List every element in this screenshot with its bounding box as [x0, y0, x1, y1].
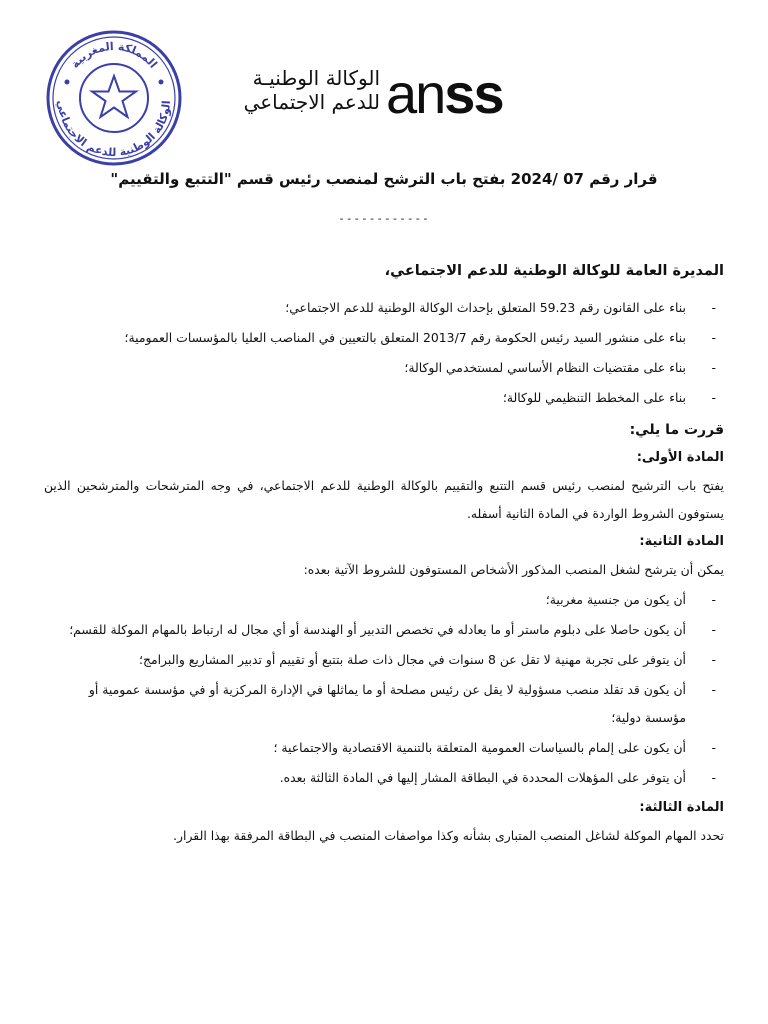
- decided-heading: قررت ما يلي:: [629, 422, 724, 438]
- agency-seal: [44, 28, 184, 168]
- article-1-text: يفتح باب الترشيح لمنصب رئيس قسم التتبع والتقييم بالوكالة الوطنية للدعم الاجتماعي، في وجه المترشحات والمترشحين الذين يستوفون الشروط الواردة في المادة الثانية أسفله.: [44, 478, 724, 521]
- agency-name-line2: للدعم الاجتماعي: [243, 90, 380, 114]
- logo-part-an: an: [386, 62, 445, 125]
- issuer-heading: المديرة العامة للوكالة الوطنية للدعم الاجتماعي،: [384, 263, 724, 279]
- article-3-text: تحدد المهام الموكلة لشاغل المنصب المتبارى بشأنه وكذا مواصفات المنصب في البطاقة المرفقة بهذا القرار.: [173, 828, 724, 843]
- consideration-item: - بناء على منشور السيد رئيس الحكومة رقم 2013/7 المتعلق بالتعيين في المناصب العليا بالمؤسسات العمومية؛: [44, 324, 724, 352]
- condition-item: - أن يكون حاصلا على دبلوم ماستر أو ما يعادله في تخصص التدبير أو الهندسة أو أي مجال له ارتباط بالمهام الموكلة للقسم؛: [44, 616, 724, 644]
- consideration-item: - بناء على القانون رقم 59.23 المتعلق بإحداث الوكالة الوطنية للدعم الاجتماعي؛: [44, 294, 724, 322]
- logo-part-ss: ss: [444, 62, 503, 125]
- agency-name: [222, 66, 380, 114]
- consideration-item: - بناء على المخطط التنظيمي للوكالة؛: [44, 384, 724, 412]
- article-1-heading: المادة الأولى:: [636, 450, 724, 465]
- article-2-heading: المادة الثانية:: [639, 534, 724, 549]
- considerations-list: [44, 294, 724, 412]
- condition-item: - أن يتوفر على المؤهلات المحددة في البطاقة المشار إليها في المادة الثالثة بعده.: [44, 764, 724, 792]
- condition-item: - أن يكون من جنسية مغربية؛: [44, 586, 724, 614]
- star-icon: [92, 76, 136, 117]
- article-3-heading: المادة الثالثة:: [639, 800, 724, 815]
- agency-name-line1: الوكالة الوطنيـة: [252, 66, 380, 90]
- conditions-list: [44, 586, 724, 792]
- consideration-item: - بناء على مقتضيات النظام الأساسي لمستخدمي الوكالة؛: [44, 354, 724, 382]
- svg-text:الوكالة الوطنية للدعم الاجتماع: الوكالة الوطنية للدعم الاجتماعي: [54, 99, 174, 160]
- condition-item: - أن يكون قد تقلد منصب مسؤولية لا يقل عن رئيس مصلحة أو ما يماثلها في الإدارة المركزية أو في مؤسسة عمومية أو مؤسسة دولية؛: [44, 676, 724, 732]
- decision-title: قرار رقم 07 /2024 بفتح باب الترشح لمنصب رئيس قسم "التتبع والتقييم": [110, 170, 658, 188]
- document-body: [44, 258, 724, 852]
- article-2-intro: يمكن أن يترشح لشغل المنصب المذكور الأشخاص المستوفون للشروط الآتية بعده:: [303, 562, 724, 577]
- condition-item: - أن يكون على إلمام بالسياسات العمومية المتعلقة بالتنمية الاقتصادية والاجتماعية ؛: [44, 734, 724, 762]
- condition-item: - أن يتوفر على تجربة مهنية لا تقل عن 8 سنوات في مجال ذات صلة بتتبع أو تقييم أو تدبير المشاريع والبرامج؛: [44, 646, 724, 674]
- separator: ------------: [338, 212, 430, 225]
- svg-text:المملكة المغربية: المملكة المغربية: [68, 39, 160, 71]
- anss-logo: [386, 64, 503, 124]
